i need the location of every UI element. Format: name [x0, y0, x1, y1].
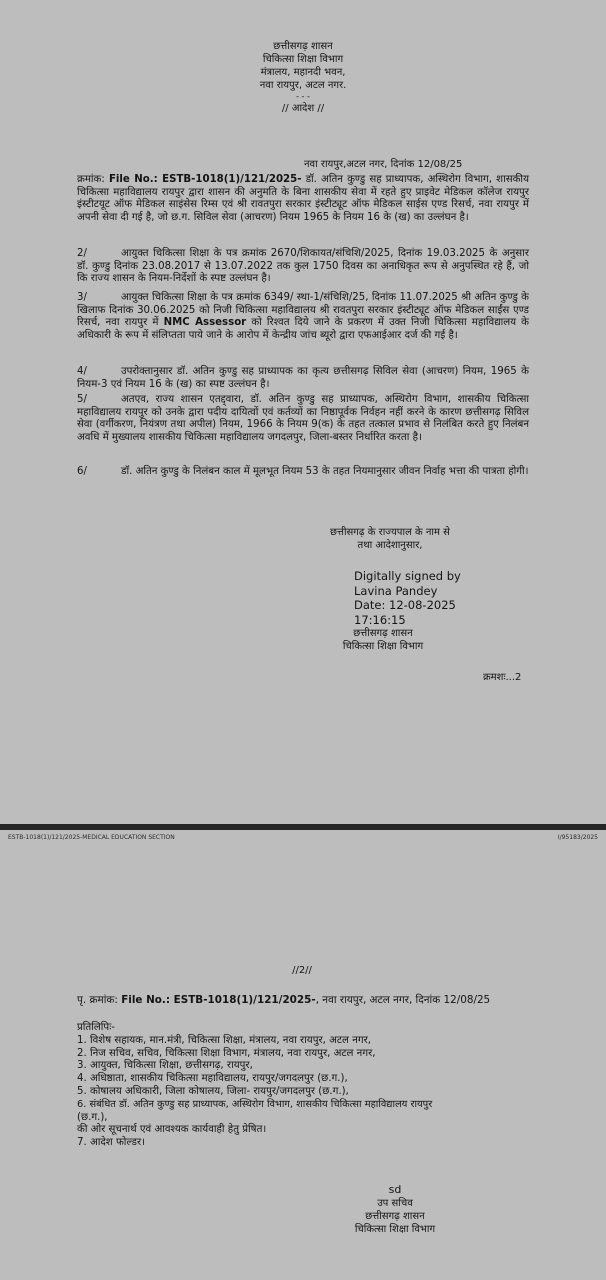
governor-line-1: छत्तीसगढ़ के राज्यपाल के नाम से — [330, 527, 450, 538]
paragraph-3 — [77, 292, 529, 342]
paragraph-2 — [77, 248, 529, 286]
order-title: // आदेश // — [281, 103, 325, 114]
footer-section: ESTB-1018(1)/121/2025-MEDICAL EDUCATION SECTION — [8, 834, 175, 841]
sd-mark: sd — [388, 1183, 402, 1196]
paragraph-2-number: 2/ — [77, 248, 87, 259]
copy-item: 7. आदेश फोल्डर। — [77, 1137, 146, 1149]
order-date-line: नवा रायपुर,अटल नगर, दिनांक 12/08/25 — [304, 159, 463, 170]
header-department: चिकित्सा शिक्षा विभाग — [262, 54, 344, 65]
header-ministry: मंत्रालय, महानदी भवन, — [260, 67, 346, 78]
file-footer-strip — [8, 834, 598, 842]
governor-block — [300, 526, 480, 552]
footer-receipt-number: I/95183/2025 — [557, 834, 598, 841]
copy-item: 4. अधिष्ठाता, शासकीय चिकित्सा महाविद्यालय, रायपुर/जगदलपुर (छ.ग.), — [77, 1073, 348, 1085]
copy-list — [77, 1022, 537, 1150]
paragraph-6-text: डॉ. अतिन कुण्डु के निलंबन काल में मूलभूत नियम 53 के तहत नियमानुसार जीवन निर्वाह भत्ता की पात्रता होगी। — [121, 466, 529, 477]
page-2-file-number: File No.: ESTB-1018(1)/121/2025- — [121, 994, 316, 1006]
file-prefix: क्रमांक: — [77, 174, 109, 185]
paragraph-3-number: 3/ — [77, 292, 87, 303]
paragraph-2-text: आयुक्त चिकित्सा शिक्षा के पत्र क्रमांक 2670/शिकायत/संचिशि/2025, दिनांक 19.03.2025 के अनुसार डॉ. कुण्डु दिनांक 23.08.2017 से 13.07.2022 तक कुल 1750 दिवस का अनाधिकृत रूप से अनुपस्थित रहे हैं, जो कि राज्य शासन के नियम-निर्देशों के स्पष्ट उल्लंघन है। — [77, 248, 529, 285]
file-number: File No.: ESTB-1018(1)/121/2025- — [108, 174, 302, 185]
header-dots: - - - — [296, 92, 310, 101]
page-2-government: छत्तीसगढ़ शासन — [365, 1211, 425, 1222]
continued-marker: क्रमशः...2 — [483, 672, 522, 683]
signatory-government: छत्तीसगढ़ शासन — [353, 628, 413, 639]
paragraph-5-text: अतएव, राज्य शासन एतद्द्वारा, डॉ. अतिन कुण्डु सह प्राध्यापक, अस्थिरोग विभाग, शासकीय चिकित्सा महाविद्यालय रायपुर को उनके द्वारा पदीय दायित्वों एवं कर्तव्यों का निष्ठापूर्वक निर्वहन नहीं करने के कारण छत्तीसगढ़ सिविल सेवा (वर्गीकरण, नियंत्रण तथा अपील) नियम, 1966 के नियम 9(क) के तहत तत्काल प्रभाव से निलंबित करते हुए निलंबन अवधि में मुख्यालय शासकीय चिकित्सा महाविद्यालय जगदलपुर, जिला-बस्तर निर्धारित करता है। — [77, 394, 529, 443]
page-2-department: चिकित्सा शिक्षा विभाग — [354, 1224, 436, 1235]
page-2-file-prefix: पृ. क्रमांक: — [77, 994, 122, 1006]
header-city: नवा रायपुर, अटल नगर. — [259, 80, 347, 91]
copy-item: 5. कोषालय अधिकारी, जिला कोषालय, जिला- रायपुर/जगदलपुर (छ.ग.), — [77, 1085, 349, 1097]
page-2-file-line — [77, 994, 547, 1007]
copy-item: 6. संबंधित डॉ. अतिन कुण्डु सह प्राध्यापक, अस्थिरोग विभाग, शासकीय चिकित्सा महाविद्यालय रायपुर — [77, 1098, 433, 1110]
copy-item-continuation: (छ.ग.), — [77, 1111, 108, 1123]
paragraph-4-number: 4/ — [77, 366, 87, 377]
signatory-department: चिकित्सा शिक्षा विभाग — [342, 641, 424, 652]
paragraph-5 — [77, 394, 529, 444]
paragraph-3-text-b: को रिश्वत दिये जाने के प्रकरण में उक्त निजी चिकित्सा महाविद्यालय के अधिकारी के रूप में संलिप्तता पाये जाने के आरोप में केन्द्रीय जांच ब्यूरो द्वारा एफआईआर दर्ज की गई है। — [77, 317, 529, 341]
deputy-secretary: उप सचिव — [377, 1198, 413, 1209]
page-divider — [0, 824, 606, 830]
copy-item: 1. विशेष सहायक, मान.मंत्री, चिकित्सा शिक्षा, मंत्रालय, नवा रायपुर, अटल नगर, — [77, 1034, 371, 1046]
paragraph-1 — [77, 174, 529, 224]
nmc-assessor-text: NMC Assessor — [163, 317, 247, 329]
signatory-office — [318, 627, 448, 653]
letterhead — [200, 40, 406, 115]
paragraph-5-number: 5/ — [77, 394, 87, 405]
paragraph-6 — [77, 466, 529, 479]
paragraph-1-text: डॉ. अतिन कुण्डु सह प्राध्यापक, अस्थिरोग विभाग, शासकीय चिकित्सा महाविद्यालय रायपुर द्वारा शासन की अनुमति के बिना शासकीय सेवा में रहते हुए प्राइवेट मेडिकल कॉलेज रायपुर इंस्टीटयूट ऑफ मेडिकल साइंसेस रिम्स एवं श्री रावतपुरा सरकार इंस्टीट्यूट ऑफ मेडिकल साईस एण्ड रिसर्च, नवा रायपुर में अपनी सेवा दी गई है, जो छ.ग. सिविल सेवा (आचरण) नियम 1965 के नियम 16 के (ख) का उल्लंघन है। — [77, 174, 529, 223]
signature-name: Lavina Pandey — [354, 583, 438, 598]
governor-line-2: तथा आदेशानुसार, — [357, 540, 423, 551]
page-2-signature — [340, 1183, 450, 1236]
page-2-file-date: , नवा रायपुर, अटल नगर, दिनांक 12/08/25 — [315, 994, 491, 1006]
digital-signature — [354, 569, 494, 627]
paragraph-4 — [77, 366, 529, 391]
paragraph-4-text: उपरोक्तानुसार डॉ. अतिन कुण्डु सह प्राध्यापक का कृत्य छत्तीसगढ़ सिविल सेवा (आचरण) नियम, 1965 के नियम-3 एवं नियम 16 के (ख) का स्पष्ट उल्लंघन है। — [77, 366, 529, 390]
paragraph-6-number: 6/ — [77, 466, 87, 477]
copy-item: 2. निज सचिव, सचिव, चिकित्सा शिक्षा विभाग, मंत्रालय, नवा रायपुर, अटल नगर, — [77, 1047, 376, 1059]
paragraph-3-text-a: आयुक्त चिकित्सा शिक्षा के पत्र क्रमांक 6349/ स्था-1/संचिशि/25, दिनांक 11.07.2025 श्री अतिन कुण्डु के खिलाफ दिनांक 30.06.2025 को निजी चिकित्सा महाविद्यालय श्री रावतपुरा सरकार इंस्टीट्यूट ऑफ मेडिकल साईंस एण्ड रिसर्च, नवा रायपुर में — [77, 292, 529, 329]
page-2-number: //2// — [292, 965, 312, 976]
copy-heading: प्रतिलिपिः- — [77, 1022, 115, 1033]
signature-signed-by: Digitally signed by — [354, 569, 461, 583]
header-government: छत्तीसगढ़ शासन — [273, 41, 333, 52]
forward-line: की ओर सूचनार्थ एवं आवश्यक कार्यवाही हेतु प्रेषित। — [77, 1124, 267, 1136]
copy-item: 3. आयुक्त, चिकित्सा शिक्षा, छत्तीसगढ़, रायपुर, — [77, 1060, 253, 1072]
signature-time: 17:16:15 — [354, 612, 406, 627]
signature-date: Date: 12-08-2025 — [354, 598, 456, 612]
